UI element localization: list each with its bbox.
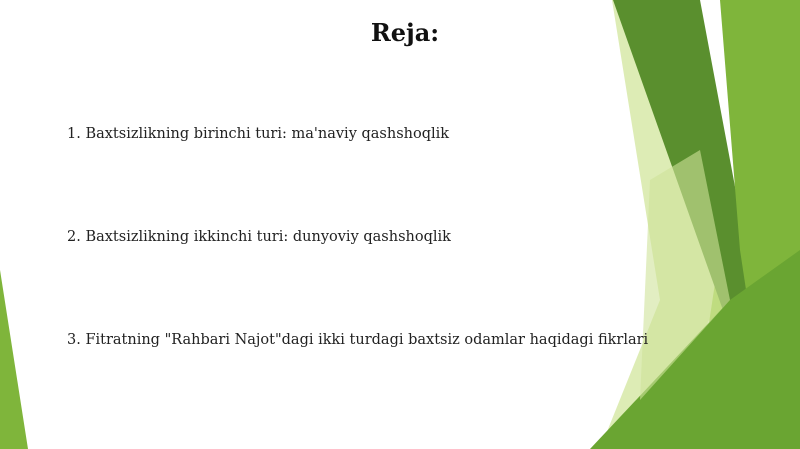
plan-item-2: 2. Baxtsizlikning ikkinchi turi: dunyoviy qashshoqlik (67, 229, 451, 245)
left-green-sliver (0, 270, 28, 449)
slide-title: Reja: (370, 18, 440, 47)
plan-item-1: 1. Baxtsizlikning birinchi turi: ma'naviy qashshoqlik (67, 126, 450, 142)
plan-item-3: 3. Fitratning "Rahbari Najot"dagi ikki turdagi baxtsiz odamlar haqidagi fikrlari (67, 332, 649, 348)
